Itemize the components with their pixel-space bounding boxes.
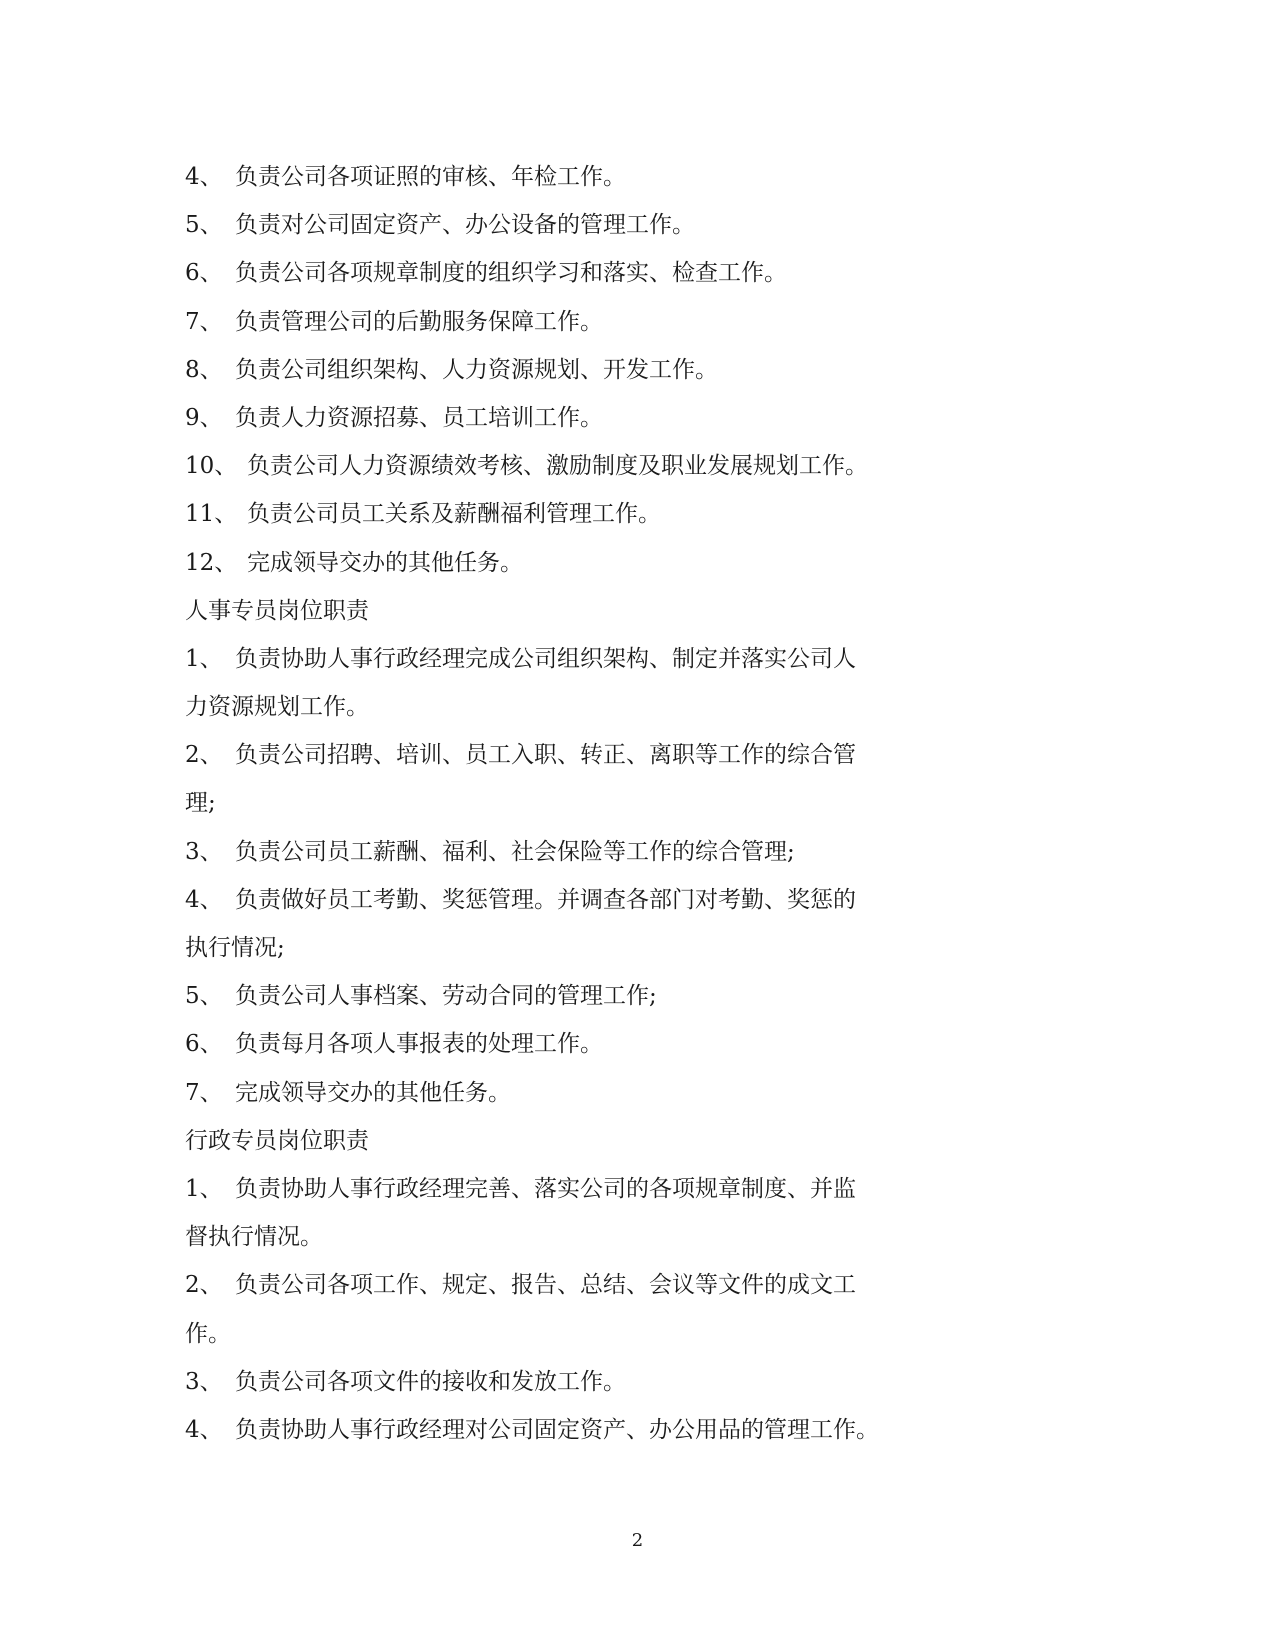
list-item (185, 731, 925, 779)
item-text: 负责公司各项文件的接收和发放工作。 (235, 1368, 626, 1395)
list-item (185, 1165, 925, 1213)
item-text: 负责公司各项规章制度的组织学习和落实、检查工作。 (235, 260, 787, 287)
list-item (185, 876, 925, 924)
list-item (185, 1069, 925, 1117)
item-number: 2、 (185, 1272, 223, 1299)
section-heading-hr: 人事专员岗位职责 (185, 597, 369, 624)
item-number: 7、 (185, 308, 223, 335)
item-text: 负责公司人力资源绩效考核、激励制度及职业发展规划工作。 (247, 453, 868, 480)
item-text: 负责对公司固定资产、办公设备的管理工作。 (235, 212, 695, 239)
item-number: 5、 (185, 212, 223, 239)
list-item (185, 442, 925, 490)
item-text: 负责公司招聘、培训、员工入职、转正、离职等工作的综合管 (235, 742, 856, 769)
document-body (185, 153, 925, 1454)
item-number: 3、 (185, 1368, 223, 1395)
list-item (185, 1020, 925, 1068)
item-text: 负责协助人事行政经理完善、落实公司的各项规章制度、并监 (235, 1175, 856, 1202)
item-text: 完成领导交办的其他任务。 (235, 1079, 511, 1106)
list-item (185, 1261, 925, 1309)
item-text: 负责公司各项证照的审核、年检工作。 (235, 164, 626, 190)
item-text: 负责公司员工关系及薪酬福利管理工作。 (247, 501, 661, 528)
list-item (185, 394, 925, 442)
item-text: 负责做好员工考勤、奖惩管理。并调查各部门对考勤、奖惩的 (235, 886, 856, 913)
item-number: 6、 (185, 1031, 223, 1058)
item-text: 负责每月各项人事报表的处理工作。 (235, 1031, 603, 1058)
item-text: 负责公司各项工作、规定、报告、总结、会议等文件的成文工 (235, 1272, 856, 1299)
list-item-continuation: 执行情况; (185, 935, 285, 961)
list-item (185, 539, 925, 587)
page-number: 2 (631, 1530, 644, 1551)
list-item-continuation: 力资源规划工作。 (185, 694, 369, 721)
list-item-continuation: 作。 (185, 1320, 231, 1347)
item-number: 4、 (185, 164, 223, 190)
list-item (185, 298, 925, 346)
list-item (185, 1406, 925, 1454)
list-item (185, 828, 925, 876)
list-item (185, 153, 925, 201)
item-text: 负责公司人事档案、劳动合同的管理工作; (235, 983, 657, 1010)
item-text: 完成领导交办的其他任务。 (247, 549, 523, 576)
list-item-continuation: 理; (185, 790, 216, 817)
item-number: 3、 (185, 838, 223, 865)
item-number: 12、 (185, 549, 238, 576)
list-item (185, 972, 925, 1020)
item-text: 负责管理公司的后勤服务保障工作。 (235, 308, 603, 335)
item-number: 5、 (185, 983, 223, 1010)
list-item (185, 1358, 925, 1406)
item-text: 负责协助人事行政经理完成公司组织架构、制定并落实公司人 (235, 645, 856, 672)
item-text: 负责公司员工薪酬、福利、社会保险等工作的综合管理; (235, 838, 795, 865)
list-item (185, 249, 925, 297)
item-number: 2、 (185, 742, 223, 769)
list-item (185, 201, 925, 249)
item-number: 4、 (185, 886, 223, 913)
item-number: 4、 (185, 1416, 223, 1443)
list-item (185, 635, 925, 683)
item-number: 9、 (185, 404, 223, 431)
item-number: 11、 (185, 501, 238, 528)
item-number: 10、 (185, 453, 238, 480)
item-number: 1、 (185, 645, 223, 672)
item-number: 1、 (185, 1175, 223, 1202)
list-item (185, 346, 925, 394)
item-number: 6、 (185, 260, 223, 287)
item-number: 7、 (185, 1079, 223, 1106)
item-number: 8、 (185, 356, 223, 383)
item-text: 负责公司组织架构、人力资源规划、开发工作。 (235, 356, 718, 383)
item-text: 负责人力资源招募、员工培训工作。 (235, 404, 603, 431)
list-item-continuation: 督执行情况。 (185, 1224, 323, 1251)
item-text: 负责协助人事行政经理对公司固定资产、办公用品的管理工作。 (235, 1416, 879, 1443)
list-item (185, 490, 925, 538)
section-heading-admin: 行政专员岗位职责 (185, 1127, 369, 1154)
